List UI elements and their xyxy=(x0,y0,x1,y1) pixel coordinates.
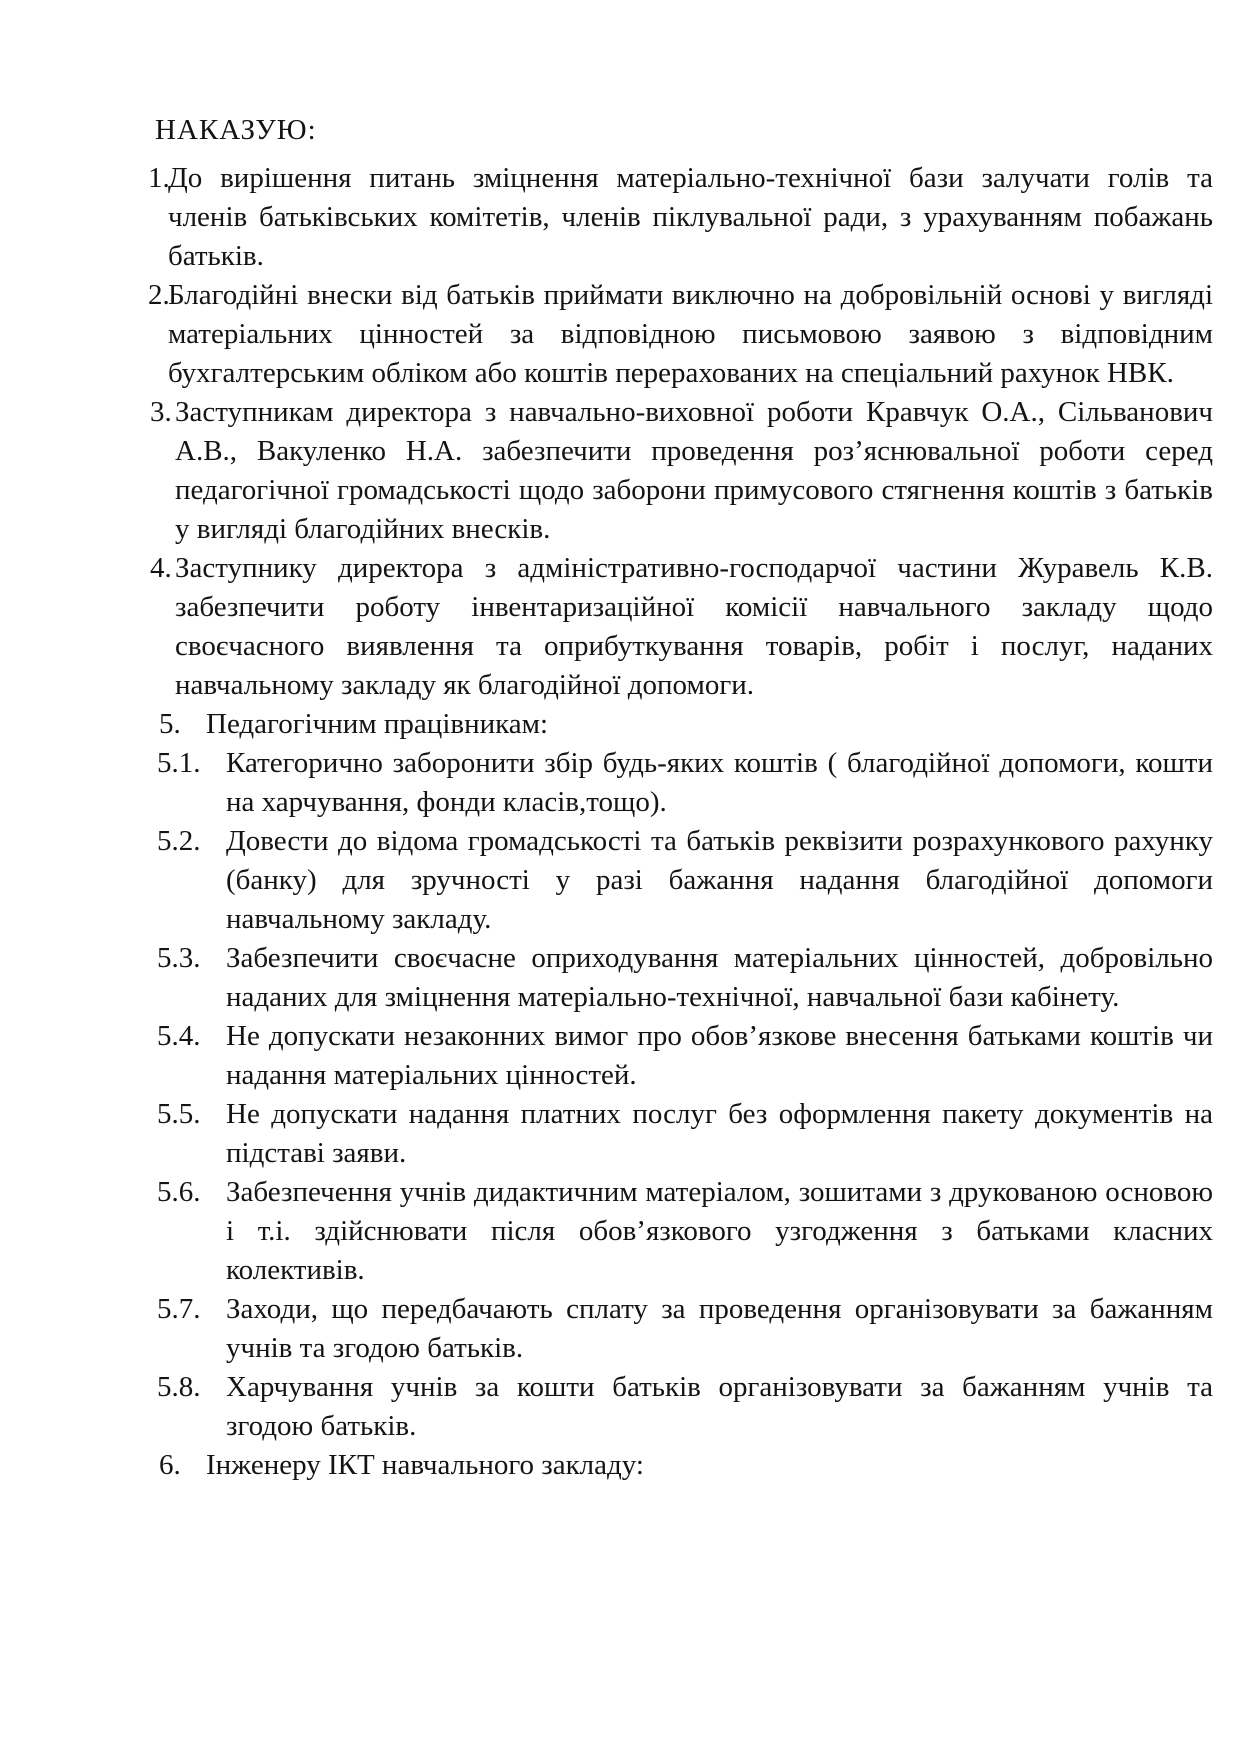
item-number: 3. xyxy=(150,396,172,428)
item-number: 5.3. xyxy=(157,942,201,974)
order-item-5-4 xyxy=(148,1017,1213,1095)
item-number: 5.7. xyxy=(157,1293,201,1325)
order-item-1 xyxy=(148,159,1213,276)
order-body xyxy=(148,111,1213,1485)
item-text: Довести до відома громадськості та батьків реквізити розрахункового рахунку (банку) для зручності у разі бажання надання благодійної допомоги навчальному закладу. xyxy=(226,825,1213,935)
item-text: Благодійні внески від батьків приймати виключно на добровільній основі у вигляді матеріальних цінностей за відповідною письмовою заявою з відповідним бухгалтерським обліком або коштів перерахованих на спеціальний рахунок НВК. xyxy=(168,279,1213,389)
item-text: Педагогічним працівникам: xyxy=(206,708,549,740)
order-item-5 xyxy=(148,705,1213,744)
order-item-2 xyxy=(148,276,1213,393)
item-number: 2. xyxy=(148,279,170,311)
item-number: 5. xyxy=(159,708,181,740)
item-number: 4. xyxy=(150,552,172,584)
order-item-4 xyxy=(148,549,1213,705)
order-item-5-7 xyxy=(148,1290,1213,1368)
order-item-5-3 xyxy=(148,939,1213,1017)
item-number: 5.1. xyxy=(157,747,201,779)
item-number: 5.5. xyxy=(157,1098,201,1130)
order-item-5-8 xyxy=(148,1368,1213,1446)
item-text: Категорично заборонити збір будь-яких коштів ( благодійної допомоги, кошти на харчування, фонди класів,тощо). xyxy=(226,747,1213,818)
item-text: Харчування учнів за кошти батьків організовувати за бажанням учнів та згодою батьків. xyxy=(226,1371,1213,1442)
order-item-5-2 xyxy=(148,822,1213,939)
order-item-3 xyxy=(148,393,1213,549)
item-text: Інженеру ІКТ навчального закладу: xyxy=(206,1449,644,1481)
item-number: 5.4. xyxy=(157,1020,201,1052)
order-item-5-6 xyxy=(148,1173,1213,1290)
item-text: Не допускати надання платних послуг без оформлення пакету документів на підставі заяви. xyxy=(226,1098,1213,1169)
item-number: 5.6. xyxy=(157,1176,201,1208)
order-heading: НАКАЗУЮ: xyxy=(155,114,317,146)
item-text: До вирішення питань зміцнення матеріально-технічної бази залучати голів та членів батьківських комітетів, членів піклувальної ради, з урахуванням побажань батьків. xyxy=(168,162,1213,272)
item-text: Не допускати незаконних вимог про обов’язкове внесення батьками коштів чи надання матеріальних цінностей. xyxy=(226,1020,1213,1091)
item-text: Забезпечення учнів дидактичним матеріалом, зошитами з друкованою основою і т.і. здійснювати після обов’язкового узгодження з батьками класних колективів. xyxy=(226,1176,1213,1286)
order-item-5-1 xyxy=(148,744,1213,822)
item-number: 6. xyxy=(159,1449,181,1481)
item-text: Забезпечити своєчасне оприходування матеріальних цінностей, добровільно наданих для зміцнення матеріально-технічної, навчальної бази кабінету. xyxy=(226,942,1213,1013)
order-item-6 xyxy=(148,1446,1213,1485)
item-number: 5.8. xyxy=(157,1371,201,1403)
item-number: 5.2. xyxy=(157,825,201,857)
item-text: Заступникам директора з навчально-виховної роботи Кравчук О.А., Сільванович А.В., Вакуленко Н.А. забезпечити проведення роз’яснювальної роботи серед педагогічної громадськості щодо заборони примусового стягнення коштів з батьків у вигляді благодійних внесків. xyxy=(175,396,1213,545)
item-text: Заступнику директора з адміністративно-господарчої частини Журавель К.В. забезпечити роботу інвентаризаційної комісії навчального закладу щодо своєчасного виявлення та оприбуткування товарів, робіт і послуг, наданих навчальному закладу як благодійної допомоги. xyxy=(175,552,1213,701)
order-item-5-5 xyxy=(148,1095,1213,1173)
item-number: 1. xyxy=(148,162,170,194)
item-text: Заходи, що передбачають сплату за проведення організовувати за бажанням учнів та згодою батьків. xyxy=(226,1293,1213,1364)
